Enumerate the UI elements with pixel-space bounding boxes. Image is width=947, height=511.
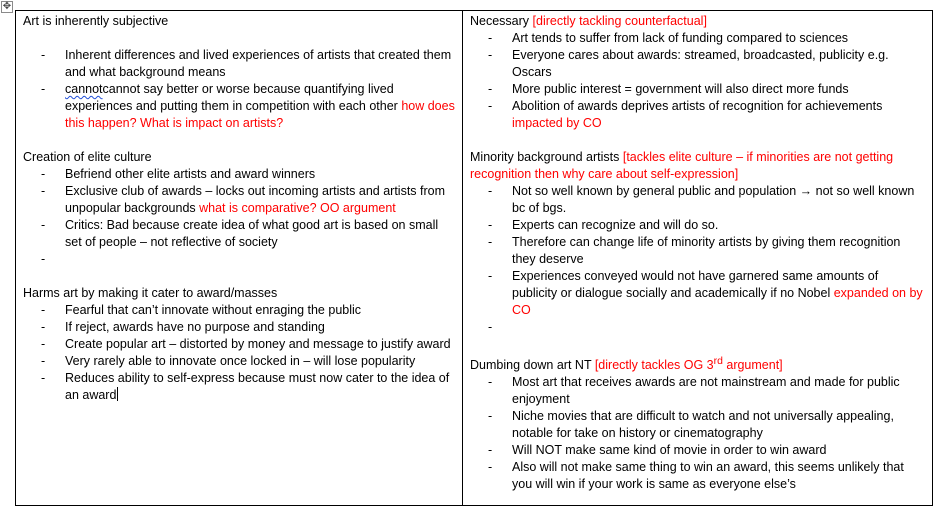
table-row bbox=[16, 11, 933, 506]
list-item bbox=[23, 251, 455, 268]
list-item: - Not so well known by general public and population → not so well known bc of bgs. bbox=[470, 183, 925, 217]
list-item: - Very rarely able to innovate once locked in – will lose popularity bbox=[23, 353, 455, 370]
list-item bbox=[23, 183, 455, 217]
section-title-text: Dumbing down art NT bbox=[470, 358, 595, 373]
item-text: Experiences conveyed would not have garnered same amounts of publicity or dialogue socially and academically if no Nobel bbox=[512, 269, 879, 300]
list-item: - Therefore can change life of minority artists by giving them recognition they deserve bbox=[470, 234, 925, 268]
section-title: Harms art by making it cater to award/masses bbox=[23, 286, 278, 300]
list-item: - Also will not make same thing to win an award, this seems unlikely that you will win if your work is same as everyone else’s bbox=[470, 459, 925, 493]
section-title bbox=[470, 13, 925, 30]
list-item bbox=[470, 98, 925, 132]
item-text: Exclusive club of awards – locks out incoming artists and artists from unpopular backgrounds bbox=[65, 184, 446, 215]
list-item: - Art tends to suffer from lack of funding compared to sciences bbox=[470, 30, 925, 47]
list-item: - Inherent differences and lived experiences of artists that created them and what background means bbox=[23, 47, 455, 81]
bullet-list bbox=[23, 166, 455, 268]
left-column-cell[interactable] bbox=[16, 11, 463, 506]
section-title-text: Necessary bbox=[470, 14, 533, 28]
list-item: - Everyone cares about awards: streamed, broadcasted, publicity e.g. Oscars bbox=[470, 47, 925, 81]
bullet-list bbox=[23, 302, 455, 404]
red-note: expanded on by CO bbox=[512, 286, 923, 317]
section-title: Art is inherently subjective bbox=[23, 14, 169, 28]
text-cursor bbox=[117, 387, 118, 401]
red-note: how does this happen? What is impact on artists? bbox=[65, 99, 455, 130]
list-item bbox=[470, 268, 925, 319]
list-item bbox=[23, 81, 455, 132]
list-item: - Niche movies that are difficult to watch and not universally appealing, notable for take on history or cinematography bbox=[470, 408, 925, 442]
list-item: - Most art that receives awards are not mainstream and made for public enjoyment bbox=[470, 374, 925, 408]
red-note-part: argument] bbox=[722, 358, 783, 373]
red-note: what is comparative? OO argument bbox=[199, 201, 396, 215]
list-item: - Will NOT make same kind of movie in order to win award bbox=[470, 442, 925, 459]
section-title bbox=[470, 353, 925, 374]
section-title-text: Minority background artists bbox=[470, 150, 623, 164]
bullet-list bbox=[470, 183, 925, 336]
list-item: - Fearful that can’t innovate without enraging the public bbox=[23, 302, 455, 319]
list-item: - If reject, awards have no purpose and standing bbox=[23, 319, 455, 336]
table-move-handle-icon[interactable]: ✥ bbox=[2, 1, 12, 12]
section-title: Creation of elite culture bbox=[23, 150, 152, 164]
section-title bbox=[470, 149, 925, 183]
right-column-cell[interactable] bbox=[463, 11, 933, 506]
red-note bbox=[595, 358, 783, 372]
list-item: - Experts can recognize and will do so. bbox=[470, 217, 925, 234]
superscript: rd bbox=[713, 356, 723, 367]
bullet-list bbox=[470, 374, 925, 493]
bullet-list bbox=[23, 47, 455, 132]
item-text: Abolition of awards deprives artists of recognition for achievements bbox=[512, 99, 883, 113]
red-note: impacted by CO bbox=[512, 116, 602, 130]
list-item: - Create popular art – distorted by money and message to justify award bbox=[23, 336, 455, 353]
item-text: cannot say better or worse because quantifying lived experiences and putting them in competition with each other bbox=[65, 82, 402, 113]
list-item bbox=[470, 319, 925, 336]
list-item: - More public interest = government will also direct more funds bbox=[470, 81, 925, 98]
red-note: [directly tackling counterfactual] bbox=[532, 14, 707, 28]
item-text: Reduces ability to self-express because must now cater to the idea of an award bbox=[65, 371, 450, 402]
list-item: - Befriend other elite artists and award winners bbox=[23, 166, 455, 183]
spellcheck-word: cannot bbox=[65, 82, 103, 96]
list-item: - Critics: Bad because create idea of what good art is based on small set of people – not reflective of society bbox=[23, 217, 455, 251]
notes-table bbox=[15, 10, 933, 506]
red-note: [tackles elite culture – if minorities are not getting recognition then why care about self-expression] bbox=[470, 150, 894, 181]
list-item bbox=[23, 370, 455, 404]
red-note-part: [directly tackles OG 3 bbox=[594, 358, 714, 373]
bullet-list bbox=[470, 30, 925, 132]
